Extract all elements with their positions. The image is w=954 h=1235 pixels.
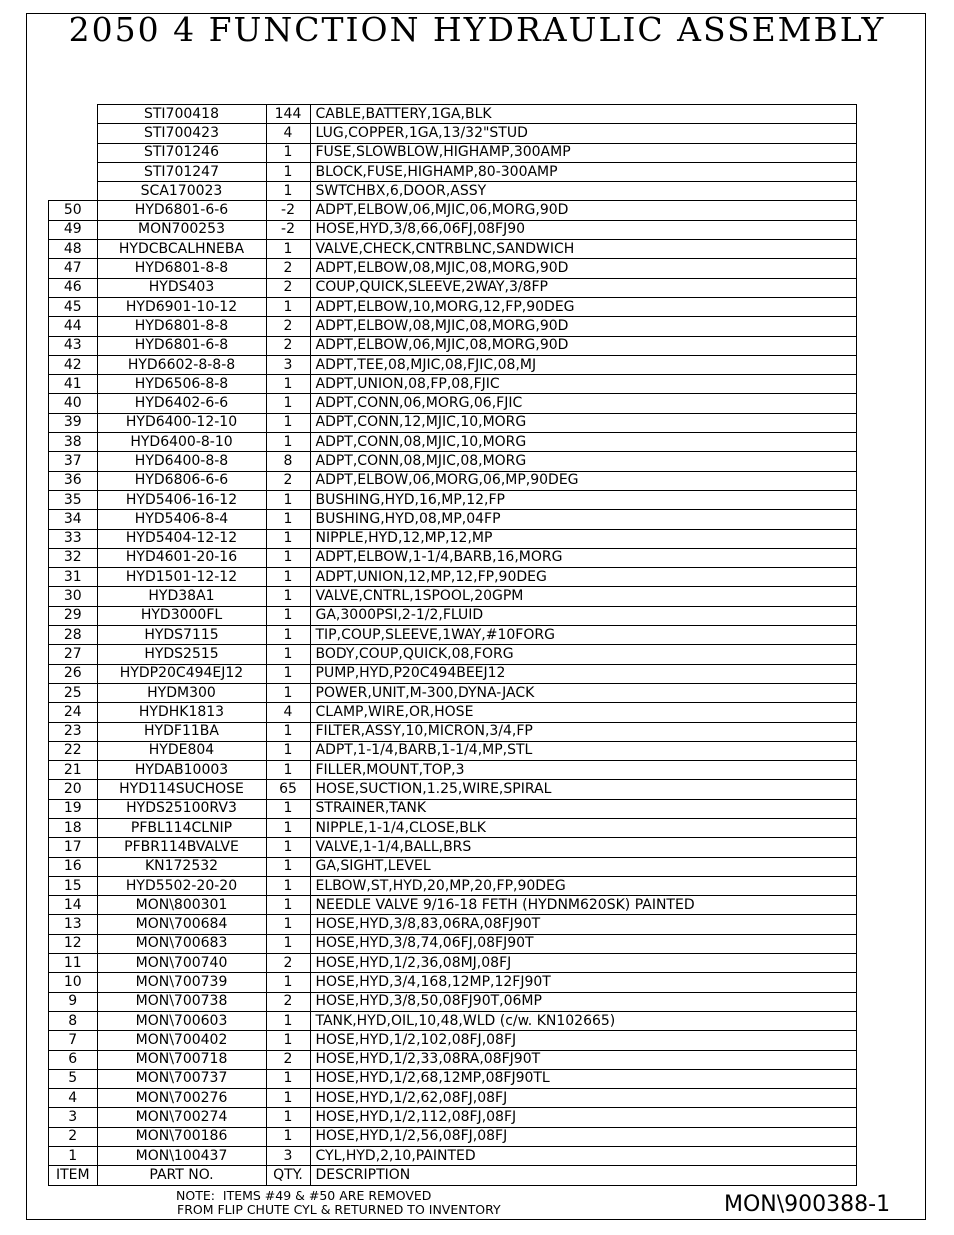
quantity-cell: 1 [266,761,310,780]
description-cell: HOSE,HYD,1/2,36,08MJ,08FJ [310,954,857,973]
item-number-cell: 2 [49,1127,98,1146]
part-number-cell: STI700418 [97,105,266,124]
part-number-cell: HYDE804 [97,741,266,760]
description-cell: STRAINER,TANK [310,799,857,818]
item-number-cell: 36 [49,471,98,490]
table-row [49,413,857,432]
quantity-header: QTY. [266,1166,310,1185]
table-row [49,162,857,181]
description-cell: ADPT,ELBOW,1-1/4,BARB,16,MORG [310,548,857,567]
table-row [49,490,857,509]
part-number-cell: HYD4601-20-16 [97,548,266,567]
quantity-cell: 1 [266,297,310,316]
quantity-cell: 1 [266,510,310,529]
description-cell: HOSE,HYD,1/2,56,08FJ,08FJ [310,1127,857,1146]
part-number-cell: HYD6806-6-6 [97,471,266,490]
quantity-cell: 1 [266,529,310,548]
quantity-cell: -2 [266,220,310,239]
part-number-cell: MON\700738 [97,992,266,1011]
description-cell: HOSE,HYD,3/8,66,06FJ,08FJ90 [310,220,857,239]
description-cell: VALVE,1-1/4,BALL,BRS [310,838,857,857]
item-number-cell: 30 [49,587,98,606]
note-line-2: FROM FLIP CHUTE CYL & RETURNED TO INVENTORY [177,1202,501,1217]
table-row [49,452,857,471]
item-number-cell: 25 [49,683,98,702]
quantity-cell: 2 [266,317,310,336]
quantity-cell: 1 [266,490,310,509]
quantity-cell: 1 [266,664,310,683]
item-number-cell: 29 [49,606,98,625]
quantity-cell: 1 [266,1108,310,1127]
item-number-cell [49,143,98,162]
table-row [49,1050,857,1069]
description-cell: VALVE,CNTRL,1SPOOL,20GPM [310,587,857,606]
drawing-number: MON\900388-1 [724,1192,891,1217]
table-row [49,278,857,297]
table-row [49,375,857,394]
table-row [49,876,857,895]
quantity-cell: 1 [266,626,310,645]
part-number-cell: MON\700186 [97,1127,266,1146]
quantity-cell: 1 [266,143,310,162]
quantity-cell: 1 [266,375,310,394]
quantity-cell: 1 [266,1127,310,1146]
part-number-cell: HYDS7115 [97,626,266,645]
description-cell: HOSE,HYD,1/2,33,08RA,08FJ90T [310,1050,857,1069]
table-row [49,896,857,915]
table-row [49,1089,857,1108]
table-row [49,433,857,452]
description-cell: NIPPLE,HYD,12,MP,12,MP [310,529,857,548]
item-number-cell: 17 [49,838,98,857]
table-row [49,317,857,336]
description-cell: HOSE,HYD,3/8,50,08FJ90T,06MP [310,992,857,1011]
table-row [49,471,857,490]
quantity-cell: 1 [266,1031,310,1050]
description-cell: HOSE,HYD,3/4,168,12MP,12FJ90T [310,973,857,992]
part-number-cell: HYD114SUCHOSE [97,780,266,799]
quantity-cell: 1 [266,413,310,432]
part-number-cell: MON\700684 [97,915,266,934]
part-number-cell: HYD6400-8-10 [97,433,266,452]
item-number-cell: 16 [49,857,98,876]
part-number-cell: MON\700402 [97,1031,266,1050]
description-cell: BLOCK,FUSE,HIGHAMP,80-300AMP [310,162,857,181]
description-cell: HOSE,HYD,1/2,68,12MP,08FJ90TL [310,1069,857,1088]
item-number-cell: 21 [49,761,98,780]
quantity-cell: 1 [266,741,310,760]
item-number-cell: 31 [49,568,98,587]
table-row [49,683,857,702]
part-number-cell: PFBL114CLNIP [97,818,266,837]
part-number-header: PART NO. [97,1166,266,1185]
table-row [49,992,857,1011]
item-number-cell: 39 [49,413,98,432]
item-number-cell: 41 [49,375,98,394]
item-number-cell: 4 [49,1089,98,1108]
part-number-cell: MON\700740 [97,954,266,973]
quantity-cell: 1 [266,606,310,625]
description-cell: CYL,HYD,2,10,PAINTED [310,1147,857,1166]
table-row [49,954,857,973]
quantity-cell: 1 [266,548,310,567]
item-number-cell: 18 [49,818,98,837]
description-cell: CLAMP,WIRE,OR,HOSE [310,703,857,722]
table-row [49,548,857,567]
table-row [49,1108,857,1127]
table-row [49,973,857,992]
quantity-cell: 1 [266,1011,310,1030]
description-cell: BUSHING,HYD,16,MP,12,FP [310,490,857,509]
part-number-cell: HYDS2515 [97,645,266,664]
item-number-cell: 50 [49,201,98,220]
table-row [49,1127,857,1146]
item-number-cell: 19 [49,799,98,818]
bill-of-materials-table [48,104,857,1186]
quantity-cell: 2 [266,1050,310,1069]
item-number-cell: 1 [49,1147,98,1166]
item-number-cell: 45 [49,297,98,316]
description-cell: ADPT,1-1/4,BARB,1-1/4,MP,STL [310,741,857,760]
table-row [49,182,857,201]
part-number-cell: HYD38A1 [97,587,266,606]
description-cell: TANK,HYD,OIL,10,48,WLD (c/w. KN102665) [310,1011,857,1030]
quantity-cell: 2 [266,954,310,973]
part-number-cell: MON\100437 [97,1147,266,1166]
description-cell: ADPT,TEE,08,MJIC,08,FJIC,08,MJ [310,355,857,374]
part-number-cell: HYDHK1813 [97,703,266,722]
quantity-cell: 1 [266,433,310,452]
part-number-cell: MON\700718 [97,1050,266,1069]
table-row [49,626,857,645]
item-number-cell: 42 [49,355,98,374]
part-number-cell: HYD6801-8-8 [97,317,266,336]
item-number-cell [49,124,98,143]
part-number-cell: MON\700683 [97,934,266,953]
quantity-cell: 2 [266,471,310,490]
description-cell: ADPT,ELBOW,06,MORG,06,MP,90DEG [310,471,857,490]
item-number-cell: 12 [49,934,98,953]
quantity-cell: 1 [266,240,310,259]
description-cell: HOSE,SUCTION,1.25,WIRE,SPIRAL [310,780,857,799]
item-number-cell: 8 [49,1011,98,1030]
quantity-cell: 4 [266,124,310,143]
quantity-cell: 1 [266,934,310,953]
header-row [49,1166,857,1185]
table-row [49,799,857,818]
description-cell: HOSE,HYD,1/2,102,08FJ,08FJ [310,1031,857,1050]
quantity-cell: 1 [266,394,310,413]
description-cell: FILTER,ASSY,10,MICRON,3/4,FP [310,722,857,741]
part-number-cell: HYDCBCALHNEBA [97,240,266,259]
part-number-cell: HYDAB10003 [97,761,266,780]
description-cell: PUMP,HYD,P20C494BEEJ12 [310,664,857,683]
table-row [49,105,857,124]
quantity-cell: 1 [266,182,310,201]
item-number-cell: 27 [49,645,98,664]
description-cell: ADPT,ELBOW,08,MJIC,08,MORG,90D [310,259,857,278]
item-number-cell [49,182,98,201]
item-number-cell: 3 [49,1108,98,1127]
part-number-cell: HYDF11BA [97,722,266,741]
quantity-cell: 2 [266,336,310,355]
quantity-cell: 1 [266,568,310,587]
item-number-cell: 40 [49,394,98,413]
note [176,1189,501,1217]
table-row [49,761,857,780]
part-number-cell: HYDP20C494EJ12 [97,664,266,683]
quantity-cell: 1 [266,645,310,664]
description-cell: FILLER,MOUNT,TOP,3 [310,761,857,780]
description-cell: POWER,UNIT,M-300,DYNA-JACK [310,683,857,702]
description-cell: FUSE,SLOWBLOW,HIGHAMP,300AMP [310,143,857,162]
part-number-cell: HYD6506-8-8 [97,375,266,394]
part-number-cell: HYD5406-16-12 [97,490,266,509]
description-cell: ADPT,ELBOW,06,MJIC,08,MORG,90D [310,336,857,355]
item-number-cell: 15 [49,876,98,895]
part-number-cell: STI700423 [97,124,266,143]
quantity-cell: 2 [266,278,310,297]
quantity-cell: 1 [266,683,310,702]
description-cell: ADPT,CONN,06,MORG,06,FJIC [310,394,857,413]
part-number-cell: MON\700274 [97,1108,266,1127]
part-number-cell: HYD6402-6-6 [97,394,266,413]
description-cell: BODY,COUP,QUICK,08,FORG [310,645,857,664]
table-row [49,857,857,876]
description-cell: LUG,COPPER,1GA,13/32"STUD [310,124,857,143]
description-cell: NEEDLE VALVE 9/16-18 FETH (HYDNM620SK) PAINTED [310,896,857,915]
quantity-cell: 1 [266,876,310,895]
description-cell: CABLE,BATTERY,1GA,BLK [310,105,857,124]
quantity-cell: 1 [266,799,310,818]
quantity-cell: -2 [266,201,310,220]
part-number-cell: KN172532 [97,857,266,876]
description-cell: NIPPLE,1-1/4,CLOSE,BLK [310,818,857,837]
table-row [49,240,857,259]
part-number-cell: HYD6602-8-8-8 [97,355,266,374]
item-number-cell: 44 [49,317,98,336]
table-row [49,529,857,548]
item-number-cell: 22 [49,741,98,760]
part-number-cell: MON\700737 [97,1069,266,1088]
description-cell: ADPT,CONN,12,MJIC,10,MORG [310,413,857,432]
quantity-cell: 1 [266,915,310,934]
table-row [49,606,857,625]
item-number-cell: 32 [49,548,98,567]
part-number-cell: MON\800301 [97,896,266,915]
description-cell: ELBOW,ST,HYD,20,MP,20,FP,90DEG [310,876,857,895]
table-row [49,259,857,278]
quantity-cell: 2 [266,992,310,1011]
table-row [49,741,857,760]
item-number-cell: 6 [49,1050,98,1069]
table-row [49,124,857,143]
description-cell: ADPT,CONN,08,MJIC,08,MORG [310,452,857,471]
table-row [49,1069,857,1088]
item-number-cell: 28 [49,626,98,645]
quantity-cell: 2 [266,259,310,278]
description-cell: VALVE,CHECK,CNTRBLNC,SANDWICH [310,240,857,259]
table-row [49,703,857,722]
table-row [49,355,857,374]
table-row [49,1011,857,1030]
item-number-cell: 11 [49,954,98,973]
item-number-cell [49,162,98,181]
quantity-cell: 1 [266,1069,310,1088]
table-row [49,220,857,239]
item-number-cell: 13 [49,915,98,934]
quantity-cell: 1 [266,896,310,915]
quantity-cell: 8 [266,452,310,471]
item-number-cell: 5 [49,1069,98,1088]
table-row [49,934,857,953]
quantity-cell: 144 [266,105,310,124]
part-number-cell: HYD1501-12-12 [97,568,266,587]
description-cell: COUP,QUICK,SLEEVE,2WAY,3/8FP [310,278,857,297]
item-number-cell [49,105,98,124]
item-number-cell: 47 [49,259,98,278]
part-number-cell: HYD6400-8-8 [97,452,266,471]
quantity-cell: 1 [266,973,310,992]
table-row [49,587,857,606]
description-cell: HOSE,HYD,3/8,83,06RA,08FJ90T [310,915,857,934]
part-number-cell: MON700253 [97,220,266,239]
item-number-cell: 34 [49,510,98,529]
part-number-cell: HYD5404-12-12 [97,529,266,548]
quantity-cell: 1 [266,838,310,857]
part-number-cell: PFBR114BVALVE [97,838,266,857]
table-row [49,394,857,413]
drawing-title: 2050 4 FUNCTION HYDRAULIC ASSEMBLY [68,10,886,49]
item-number-cell: 20 [49,780,98,799]
item-number-cell: 14 [49,896,98,915]
table-row [49,664,857,683]
item-number-cell: 38 [49,433,98,452]
note-line-1: NOTE: ITEMS #49 & #50 ARE REMOVED [176,1188,432,1203]
item-number-cell: 26 [49,664,98,683]
item-number-cell: 35 [49,490,98,509]
part-number-cell: HYDM300 [97,683,266,702]
quantity-cell: 1 [266,722,310,741]
table-row [49,780,857,799]
item-number-cell: 23 [49,722,98,741]
description-cell: GA,3000PSI,2-1/2,FLUID [310,606,857,625]
item-number-cell: 37 [49,452,98,471]
description-cell: HOSE,HYD,1/2,62,08FJ,08FJ [310,1089,857,1108]
item-number-cell: 10 [49,973,98,992]
part-number-cell: HYDS403 [97,278,266,297]
part-number-cell: HYD6901-10-12 [97,297,266,316]
table-row [49,201,857,220]
quantity-cell: 4 [266,703,310,722]
description-cell: ADPT,UNION,08,FP,08,FJIC [310,375,857,394]
part-number-cell: HYD5406-8-4 [97,510,266,529]
quantity-cell: 65 [266,780,310,799]
part-number-cell: HYD6400-12-10 [97,413,266,432]
part-number-cell: HYD6801-6-6 [97,201,266,220]
part-number-cell: HYDS25100RV3 [97,799,266,818]
description-cell: ADPT,ELBOW,06,MJIC,06,MORG,90D [310,201,857,220]
table-row [49,510,857,529]
item-number-cell: 24 [49,703,98,722]
table-row [49,1031,857,1050]
item-number-cell: 33 [49,529,98,548]
quantity-cell: 1 [266,162,310,181]
quantity-cell: 1 [266,818,310,837]
description-cell: ADPT,CONN,08,MJIC,10,MORG [310,433,857,452]
description-cell: ADPT,UNION,12,MP,12,FP,90DEG [310,568,857,587]
item-number-cell: 48 [49,240,98,259]
table-row [49,722,857,741]
part-number-cell: HYD6801-6-8 [97,336,266,355]
part-number-cell: MON\700603 [97,1011,266,1030]
part-number-cell: SCA170023 [97,182,266,201]
part-number-cell: MON\700739 [97,973,266,992]
part-number-cell: STI701246 [97,143,266,162]
description-cell: TIP,COUP,SLEEVE,1WAY,#10FORG [310,626,857,645]
description-cell: ADPT,ELBOW,10,MORG,12,FP,90DEG [310,297,857,316]
bom-body [49,105,857,1186]
description-cell: HOSE,HYD,1/2,112,08FJ,08FJ [310,1108,857,1127]
description-cell: SWTCHBX,6,DOOR,ASSY [310,182,857,201]
quantity-cell: 1 [266,1089,310,1108]
item-number-cell: 46 [49,278,98,297]
description-cell: BUSHING,HYD,08,MP,04FP [310,510,857,529]
item-number-cell: 49 [49,220,98,239]
table-row [49,645,857,664]
item-number-cell: 9 [49,992,98,1011]
table-row [49,1147,857,1166]
quantity-cell: 3 [266,355,310,374]
table-row [49,336,857,355]
description-cell: ADPT,ELBOW,08,MJIC,08,MORG,90D [310,317,857,336]
part-number-cell: HYD3000FL [97,606,266,625]
quantity-cell: 1 [266,857,310,876]
item-number-cell: 43 [49,336,98,355]
part-number-cell: STI701247 [97,162,266,181]
item-header: ITEM [49,1166,98,1185]
part-number-cell: HYD5502-20-20 [97,876,266,895]
item-number-cell: 7 [49,1031,98,1050]
quantity-cell: 3 [266,1147,310,1166]
description-cell: HOSE,HYD,3/8,74,06FJ,08FJ90T [310,934,857,953]
table-row [49,143,857,162]
table-row [49,838,857,857]
description-header: DESCRIPTION [310,1166,857,1185]
table-row [49,568,857,587]
part-number-cell: MON\700276 [97,1089,266,1108]
part-number-cell: HYD6801-8-8 [97,259,266,278]
table-row [49,297,857,316]
description-cell: GA,SIGHT,LEVEL [310,857,857,876]
quantity-cell: 1 [266,587,310,606]
table-row [49,915,857,934]
table-row [49,818,857,837]
